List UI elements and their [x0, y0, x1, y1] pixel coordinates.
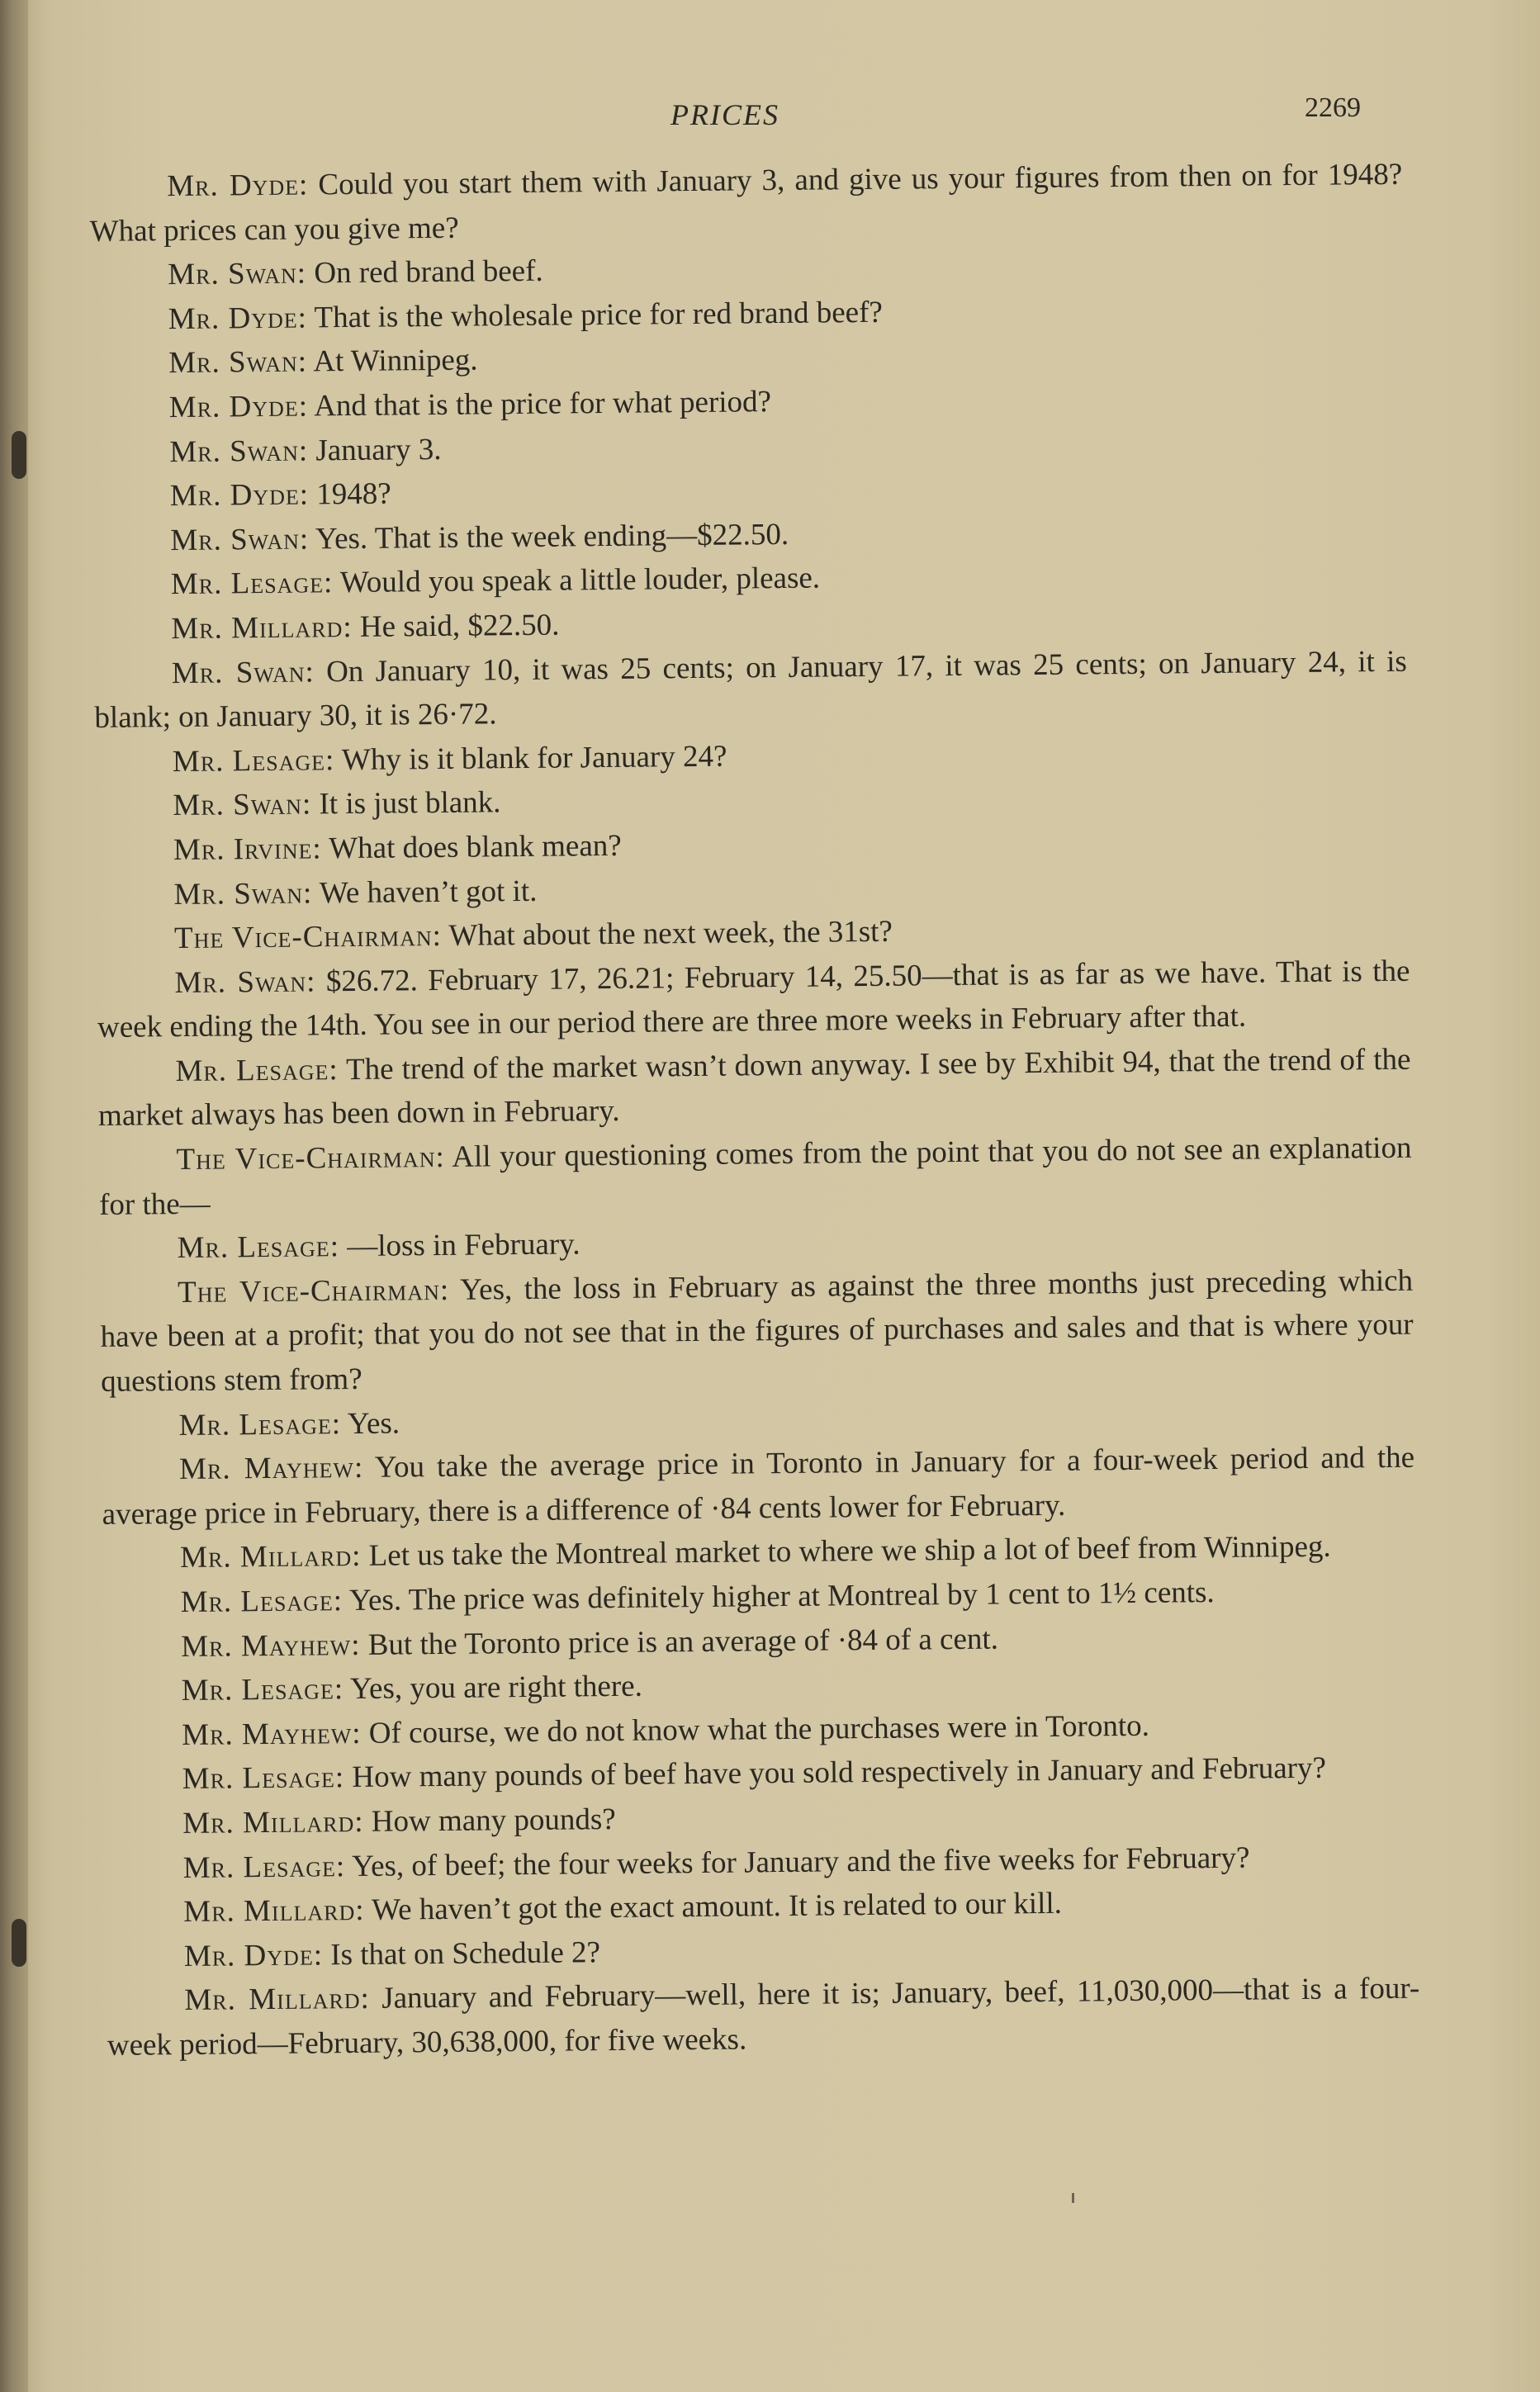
speech-text: Would you speak a little louder, please.	[339, 561, 821, 600]
transcript-paragraph	[89, 153, 1403, 253]
speech-text: The trend of the market wasn’t down anyway. I see by Exhibit 94, that the trend of the market always has been down in February.	[97, 1042, 1411, 1134]
speech-text: What does blank mean?	[329, 828, 622, 866]
speech-text: How many pounds?	[371, 1802, 616, 1839]
transcript-paragraph	[107, 1967, 1420, 2068]
speech-text: We haven’t got the exact amount. It is related to our kill.	[371, 1886, 1063, 1927]
running-head: PRICES	[670, 98, 779, 131]
speech-text: Is that on Schedule 2?	[330, 1935, 601, 1973]
speaker-name: Mr. Lesage:	[172, 742, 335, 779]
stray-mark	[1072, 2193, 1074, 2203]
transcript-paragraph	[98, 1126, 1412, 1227]
transcript-paragraph	[100, 1259, 1414, 1404]
speaker-name: Mr. Millard:	[180, 1539, 362, 1575]
speaker-name: The Vice-Chairman:	[176, 1139, 445, 1177]
speaker-name: Mr. Lesage:	[182, 1849, 346, 1885]
speaker-name: Mr. Lesage:	[182, 1760, 345, 1797]
speaker-name: Mr. Swan:	[168, 256, 307, 292]
speech-text: It is just blank.	[319, 785, 501, 822]
speaker-name: Mr. Millard:	[183, 1893, 365, 1930]
speaker-name: Mr. Mayhew:	[182, 1716, 362, 1752]
transcript-paragraph	[94, 639, 1408, 740]
speech-text: Why is it blank for January 24?	[341, 739, 727, 777]
transcript-paragraph	[102, 1436, 1415, 1537]
page-header	[0, 92, 1540, 139]
speech-text: You take the average price in Toronto in January for a four-week period and the average price in February, there is a difference of ·84 cents lower for February.	[102, 1440, 1415, 1532]
transcript-paragraph	[97, 949, 1410, 1049]
page-binding-edge	[0, 0, 28, 2392]
speaker-name: Mr. Lesage:	[170, 566, 334, 602]
speaker-name: The Vice-Chairman:	[173, 919, 443, 956]
speech-text: And that is the price for what period?	[314, 385, 772, 424]
speech-text: Of course, we do not know what the purchases were in Toronto.	[368, 1708, 1150, 1750]
speech-text: Yes. The price was definitely higher at Montreal by 1 cent to 1½ cents.	[348, 1575, 1215, 1618]
speech-text: But the Toronto price is an average of ·84 of a cent.	[367, 1622, 999, 1662]
speech-text: What about the next week, the 31st?	[448, 914, 893, 953]
speech-text: $26.72. February 17, 26.21; February 14, 25.50—that is as far as we have. That is the week ending the 14th. You see in our period there are three more weeks in February after that.	[97, 954, 1410, 1045]
speech-text: We haven’t got it.	[319, 874, 538, 910]
speaker-name: Mr. Swan:	[174, 964, 316, 1000]
speaker-name: Mr. Lesage:	[181, 1672, 344, 1708]
speaker-name: The Vice-Chairman:	[177, 1272, 450, 1310]
binding-clip	[12, 1919, 26, 1967]
speech-text: Yes.	[347, 1406, 400, 1441]
speech-text: That is the wholesale price for red brand beef?	[314, 295, 884, 335]
speaker-name: Mr. Dyde:	[167, 168, 309, 204]
speaker-name: Mr. Millard:	[171, 609, 353, 647]
speaker-name: Mr. Swan:	[173, 875, 313, 912]
speech-text: —loss in February.	[347, 1227, 580, 1264]
speech-text: Yes. That is the week ending—$22.50.	[315, 517, 789, 557]
speech-text: How many pounds of beef have you sold respectively in January and February?	[352, 1751, 1327, 1795]
speech-text: On January 10, it was 25 cents; on January 17, it was 25 cents; on January 24, it is blank; on January 30, it is 26·72.	[94, 644, 1408, 736]
speech-text: Let us take the Montreal market to where we ship a lot of beef from Winnipeg.	[368, 1530, 1331, 1574]
speech-text: On red brand beef.	[314, 253, 543, 291]
speaker-name: Mr. Mayhew:	[181, 1627, 361, 1664]
speaker-name: Mr. Swan:	[169, 433, 309, 469]
speaker-name: Mr. Millard:	[184, 1982, 370, 2018]
speaker-name: Mr. Lesage:	[180, 1584, 344, 1620]
speaker-name: Mr. Swan:	[171, 654, 315, 690]
speech-text: He said, $22.50.	[359, 608, 560, 644]
speaker-name: Mr. Dyde:	[169, 477, 310, 514]
page-number: 2269	[1305, 92, 1361, 123]
speech-text: January and February—well, here it is; January, beef, 11,030,000—that is a four-week period—February, 30,638,000, for five weeks.	[107, 1971, 1420, 2063]
speech-text: At Winnipeg.	[313, 343, 478, 379]
speech-text: All your questioning comes from the point that you do not see an explanation for the—	[98, 1130, 1412, 1222]
speaker-name: Mr. Mayhew:	[178, 1451, 364, 1487]
speaker-name: Mr. Dyde:	[168, 389, 309, 425]
speaker-name: Mr. Lesage:	[177, 1229, 340, 1266]
speaker-name: Mr. Lesage:	[175, 1053, 339, 1088]
speaker-name: Mr. Swan:	[170, 522, 310, 557]
transcript-body	[89, 153, 1420, 2068]
speech-text: Yes, the loss in February as against the three months just preceding which have been at a profit; that you do not see that in the figures of purchases and sales and that is where your questions stem from?	[100, 1263, 1414, 1399]
speaker-name: Mr. Lesage:	[178, 1406, 342, 1442]
speaker-name: Mr. Dyde:	[168, 301, 308, 336]
speaker-name: Mr. Irvine:	[173, 831, 322, 867]
speaker-name: Mr. Dyde:	[183, 1938, 324, 1973]
transcript-paragraph	[97, 1038, 1411, 1139]
speech-text: Yes, you are right there.	[349, 1669, 643, 1707]
speaker-name: Mr. Swan:	[173, 787, 312, 823]
speaker-name: Mr. Millard:	[182, 1804, 364, 1840]
speaker-name: Mr. Swan:	[168, 344, 308, 381]
binding-clip	[12, 431, 26, 479]
speech-text: Yes, of beef; the four weeks for January and the five weeks for February?	[351, 1840, 1250, 1883]
speech-text: 1948?	[316, 476, 391, 512]
speech-text: Could you start them with January 3, and give us your figures from then on for 1948? What prices can you give me?	[89, 157, 1403, 249]
speech-text: January 3.	[315, 432, 442, 467]
